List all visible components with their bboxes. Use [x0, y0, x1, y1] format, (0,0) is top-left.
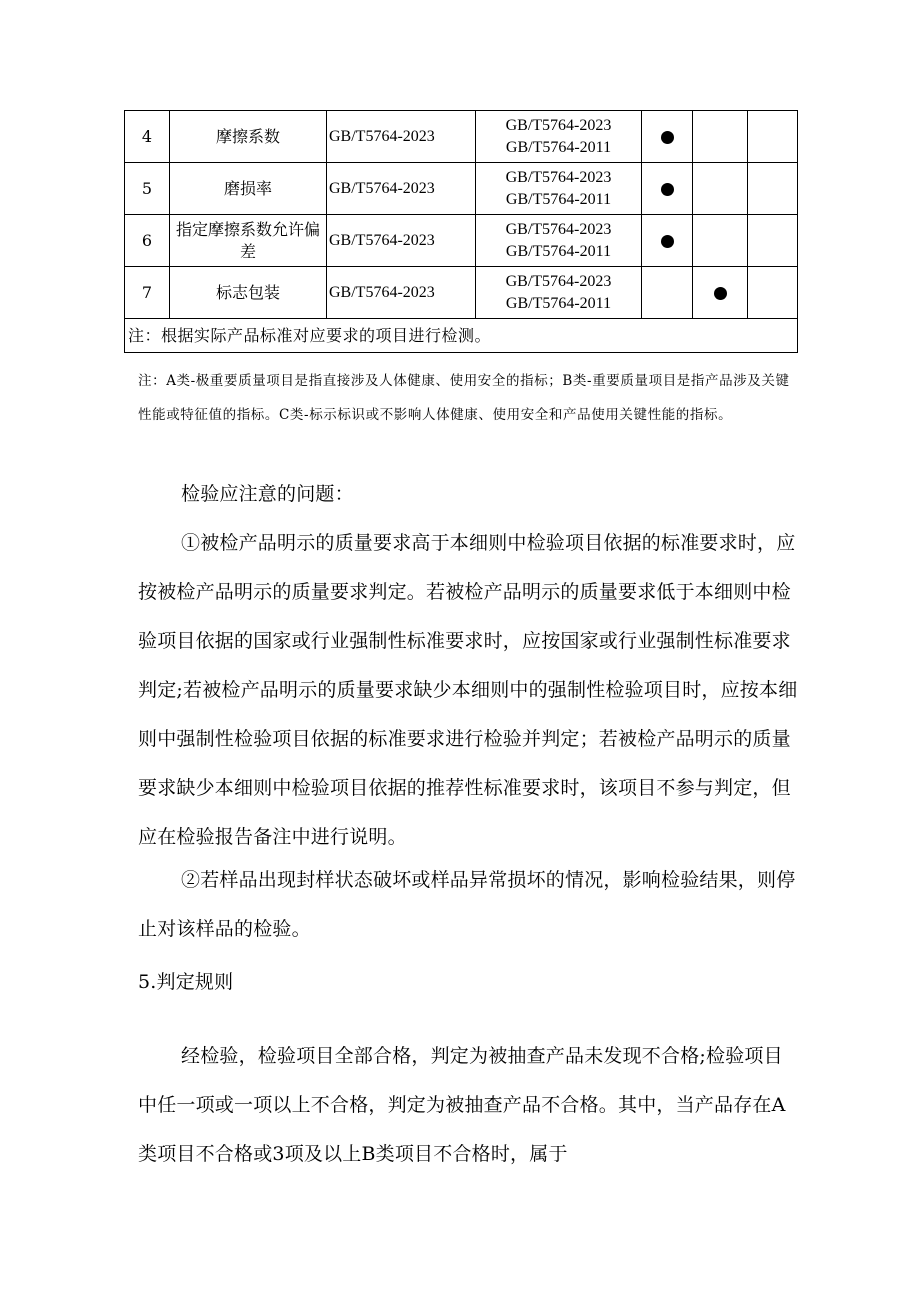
basis-line: GB/T5764-2011 [505, 294, 612, 312]
basis-line: GB/T5764-2011 [505, 190, 612, 208]
class-c-cell [748, 163, 798, 215]
test-method: GB/T5764-2023 [327, 111, 476, 163]
basis-line: GB/T5764-2023 [505, 116, 612, 134]
basis-line: GB/T5764-2011 [505, 138, 612, 156]
basis-line: GB/T5764-2023 [505, 220, 612, 238]
judgement-rule-text: 经检验，检验项目全部合格，判定为被抽查产品未发现不合格;检验项目中任一项或一项以上不合格，判定为被抽查产品不合格。其中，当产品存在A类项目不合格或3项及以上B类项目不合格时，属于 [138, 1045, 786, 1165]
item-name: 摩擦系数 [170, 111, 327, 163]
item-number: 7 [125, 267, 170, 319]
attention-item-2: ②若样品出现封样状态破坏或样品异常损坏的情况，影响检验结果，则停止对该样品的检验。 [138, 869, 796, 940]
class-a-cell [642, 267, 693, 319]
judgement-basis [476, 267, 642, 319]
mark-dot-icon [661, 131, 674, 144]
class-b-cell [693, 267, 748, 319]
test-method: GB/T5764-2023 [327, 215, 476, 267]
item-number: 5 [125, 163, 170, 215]
judgement-basis [476, 215, 642, 267]
basis-line: GB/T5764-2023 [505, 272, 612, 290]
attention-item-1: ①被检产品明示的质量要求高于本细则中检验项目依据的标准要求时，应按被检产品明示的质量要求判定。若被检产品明示的质量要求低于本细则中检验项目依据的国家或行业强制性标准要求时，应按国家或行业强制性标准要求判定;若被检产品明示的质量要求缺少本细则中的强制性检验项目时，应按本细则中强制性检验项目依据的标准要求进行检验并判定；若被检产品明示的质量要求缺少本细则中检验项目依据的推荐性标准要求时，该项目不参与判定，但应在检验报告备注中进行说明。 [138, 532, 798, 848]
basis-line: GB/T5764-2011 [505, 242, 612, 260]
inspection-items-table [124, 110, 798, 353]
section-5-heading: 5.判定规则 [138, 971, 234, 993]
table-row [125, 215, 798, 267]
class-a-cell [642, 215, 693, 267]
class-definition-footnote: 注：A类-极重要质量项目是指直接涉及人体健康、使用安全的指标；B类-重要质量项目是指产品涉及关键性能或特征值的指标。C类-标示标识或不影响人体健康、使用安全和产品使用关键性能的指标。 [138, 373, 790, 423]
judgement-basis [476, 163, 642, 215]
class-a-cell [642, 163, 693, 215]
item-number: 4 [125, 111, 170, 163]
judgement-basis [476, 111, 642, 163]
class-b-cell [693, 163, 748, 215]
mark-dot-icon [661, 183, 674, 196]
mark-dot-icon [714, 287, 727, 300]
class-a-cell [642, 111, 693, 163]
item-name: 指定摩擦系数允许偏差 [170, 215, 327, 267]
item-number: 6 [125, 215, 170, 267]
class-c-cell [748, 111, 798, 163]
basis-line: GB/T5764-2023 [505, 168, 612, 186]
class-b-cell [693, 111, 748, 163]
table-row [125, 163, 798, 215]
mark-dot-icon [661, 235, 674, 248]
item-name: 标志包装 [170, 267, 327, 319]
table-note: 注：根据实际产品标准对应要求的项目进行检测。 [125, 319, 798, 353]
class-b-cell [693, 215, 748, 267]
table-row [125, 267, 798, 319]
table-row [125, 111, 798, 163]
class-c-cell [748, 267, 798, 319]
test-method: GB/T5764-2023 [327, 267, 476, 319]
item-name: 磨损率 [170, 163, 327, 215]
test-method: GB/T5764-2023 [327, 163, 476, 215]
class-c-cell [748, 215, 798, 267]
attention-heading: 检验应注意的问题： [181, 483, 354, 505]
